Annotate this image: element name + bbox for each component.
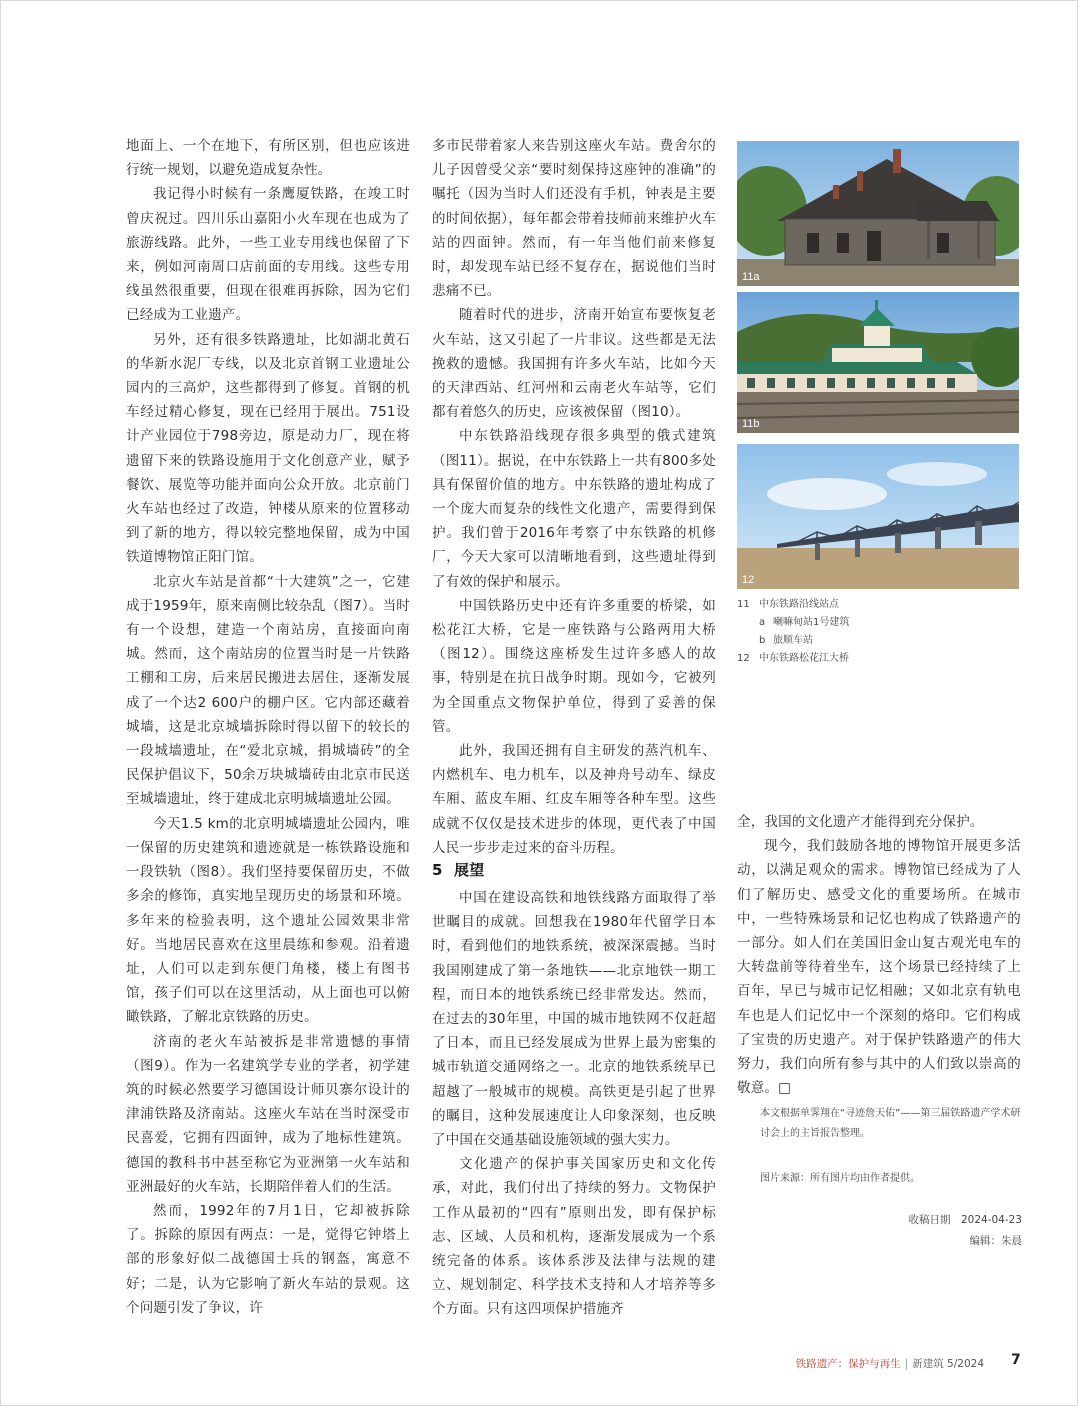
text-column-1	[126, 134, 410, 1320]
paragraph: 今天1.5 km的北京明城墙遗址公园内，唯一保留的历史建筑和遗迹就是一栋铁路设施和一段铁轨（图8）。我们坚持要保留历史，不做多余的修饰，真实地呈现历史的场景和环境。多年来的检验表明，这个遗址公园效果非常好。当地居民喜欢在这里晨练和参观。沿着遗址，人们可以走到东便门角楼，楼上有图书馆，孩子们可以在这里活动，从上面也可以俯瞰铁路，了解北京铁路的历史。	[126, 815, 410, 1026]
paragraph: 地面上、一个在地下，有所区别，但也应该进行统一规划，以避免造成复杂性。	[126, 138, 410, 179]
figure-captions	[737, 596, 1021, 668]
source-note: 本文根据单霁翔在“寻迹詹天佑”——第三届铁路遗产学术研讨会上的主旨报告整理。	[760, 1108, 1021, 1139]
text-column-3	[737, 810, 1021, 1100]
photo-tag: 12	[742, 574, 755, 586]
section-number: 5	[432, 861, 443, 879]
caption-number: 11	[737, 599, 750, 610]
paragraph: 全，我国的文化遗产才能得到充分保护。	[737, 814, 984, 830]
section-5	[432, 858, 716, 1322]
paragraph: 然而，1992年的7月1日，它却被拆除了。拆除的原因有两点：一是，觉得它钟塔上部的形象好似二战德国士兵的钢盔，寓意不好；二是，认为它影响了新火车站的景观。这个问题引发了争议，许	[126, 1202, 410, 1316]
caption-11b	[737, 632, 1021, 650]
photo-tag: 11a	[742, 271, 760, 283]
paragraph: 此外，我国还拥有自主研发的蒸汽机车、内燃机车、电力机车，以及神舟号动车、绿皮车厢、蓝皮车厢、红皮车厢等各种车型。这些成就不仅仅是技术进步的体现，更代表了中国人民一步步走过来的奋斗历程。	[432, 743, 716, 856]
photo-tag: 11b	[742, 418, 760, 430]
caption-11	[737, 596, 1021, 614]
section-title: 展望	[454, 861, 485, 879]
caption-number: 12	[737, 653, 750, 664]
photo-11b-illustration	[737, 292, 1019, 433]
caption-number: a	[759, 617, 766, 628]
caption-12	[737, 650, 1021, 668]
photo-12-illustration	[737, 444, 1019, 589]
paragraph: 我记得小时候有一条鹰厦铁路，在竣工时曾庆祝过。四川乐山嘉阳小火车现在也成为了旅游线路。此外，一些工业专用线也保留了下来，例如河南周口店前面的专用线。这些专用线虽然很重要，但现在很难再拆除，因为它们已经成为工业遗产。	[126, 186, 410, 324]
section-heading	[432, 858, 716, 882]
series-title: 铁路遗产：保护与再生	[795, 1358, 901, 1370]
caption-number: b	[759, 635, 766, 646]
caption-text: 中东铁路松花江大桥	[759, 653, 849, 664]
caption-text: 中东铁路沿线站点	[759, 599, 839, 610]
paragraph: 中国在建设高铁和地铁线路方面取得了举世瞩目的成就。回想我在1980年代留学日本时，看到他们的地铁系统，被深深震撼。当时我国刚建成了第一条地铁——北京地铁一期工程，而日本的地铁系统已经非常发达。然而，在过去的30年里，中国的城市地铁网不仅赶超了日本，而且已经发展成为世界上最为密集的城市轨道交通网络之一。北京的地铁系统早已超越了一般城市的规模。高铁更是引起了世界的瞩目，这种发展速度让人印象深刻，也反映了中国在交通基础设施领域的强大实力。	[432, 890, 716, 1149]
editor: 编辑：朱晨	[969, 1235, 1022, 1247]
running-footer	[796, 1356, 984, 1372]
image-credit: 图片来源：所有图片均由作者提供。	[760, 1173, 920, 1184]
journal-issue: 新建筑 5/2024	[912, 1358, 984, 1370]
photo-lushun-station	[737, 292, 1019, 433]
received-date: 收稿日期 2024-04-23	[908, 1214, 1022, 1226]
paragraph: 随着时代的进步，济南开始宣布要恢复老火车站，这又引起了一片非议。这些都是无法挽救的遗憾。我国拥有许多火车站，比如今天的天津西站、红河州和云南老火车站等，它们都有着悠久的历史，应该被保留（图10）。	[432, 307, 716, 421]
page-number: 7	[1011, 1352, 1021, 1368]
caption-11a	[737, 614, 1021, 632]
paragraph: 另外，还有很多铁路遗址，比如湖北黄石的华新水泥厂专线，以及北京首钢工业遗址公园内的三高炉，这些都得到了修复。首钢的机车经过精心修复，现在已经用于展出。751设计产业园位于798旁边，原是动力厂，现在将遗留下来的铁路设施用于文化创意产业，赋予餐饮、展览等功能并面向公众开放。北京前门火车站也经过了改造，钟楼从原来的位置移动到了新的地方，得以较完整地保留，成为中国铁道博物馆正阳门馆。	[126, 331, 410, 566]
paragraph: 文化遗产的保护事关国家历史和文化传承，对此，我们付出了持续的努力。文物保护工作从最初的“四有”原则出发，即有保护标志、区域、人员和机构，逐渐发展成为一个系统完备的体系。该体系涉及法律与法规的建立、规划制定、科学技术支持和人才培养等多个方面。只有这四项保护措施齐	[432, 1156, 716, 1318]
paragraph: 中国铁路历史中还有许多重要的桥梁，如松花江大桥，它是一座铁路与公路两用大桥（图12）。围绕这座桥发生过许多感人的故事，特别是在抗日战争时期。现如今，它被列为全国重点文物保护单位，得到了妥善的保管。	[432, 597, 716, 735]
paragraph: 中东铁路沿线现存很多典型的俄式建筑（图11）。据说，在中东铁路上一共有800多处具有保留价值的地方。中东铁路的遗址构成了一个庞大而复杂的线性文化遗产，需要得到保护。我们曾于2016年考察了中东铁路的机修厂，今天大家可以清晰地看到，这些遗址得到了有效的保护和展示。	[432, 428, 716, 590]
paragraph: 北京火车站是首都“十大建筑”之一，它建成于1959年，原来南侧比较杂乱（图7）。当时有一个设想，建造一个南站房，直接面向南城。然而，这个南站房的位置当时是一片铁路工棚和工房，后来居民搬进去居住，逐渐发展成了一个达2 600户的棚户区。它内部还藏着城墙，这是北京城墙拆除时得以留下的较长的一段城墙遗址，在“爱北京城，捐城墙砖”的全民保护倡议下，50余万块城墙砖由北京市民送至城墙遗址，终于建成北京明城墙遗址公园。	[126, 573, 410, 808]
text-column-2	[432, 134, 716, 860]
photo-songhua-bridge	[737, 444, 1019, 589]
photo-11a-illustration	[737, 141, 1019, 286]
photo-station-building	[737, 141, 1019, 286]
paragraph: 现今，我们鼓励各地的博物馆开展更多活动，以满足观众的需求。博物馆已经成为了人们了解历史、感受文化的重要场所。在城市中，一些特殊场景和记忆也构成了铁路遗产的一部分。如人们在美国旧金山复古观光电车的大转盘前等待着坐车，这个场景已经持续了上百年，早已与城市记忆相融；又如北京有轨电车也是人们记忆中一个深刻的烙印。它们构成了宝贵的历史遗产。对于保护铁路遗产的伟大努力，我们向所有参与其中的人们致以崇高的敬意。□	[737, 838, 1021, 1097]
paragraph: 多市民带着家人来告别这座火车站。费舍尔的儿子因曾受父亲“要时刻保持这座钟的准确”的嘱托（因为当时人们还没有手机，钟表是主要的时间依据），每年都会带着技师前来维护火车站的四面钟。然而，有一年当他们前来修复时，却发现车站已经不复存在，据说他们当时悲痛不已。	[432, 138, 716, 300]
caption-text: 喇嘛甸站1号建筑	[773, 617, 850, 628]
received-editor	[760, 1210, 1022, 1252]
caption-text: 旅顺车站	[773, 635, 813, 646]
paragraph: 济南的老火车站被拆是非常遗憾的事情（图9）。作为一名建筑学专业的学者，初学建筑的时候必然要学习德国设计师贝寨尔设计的津浦铁路及济南站。这座火车站在当时深受市民喜爱，它拥有四面钟，成为了地标性建筑。德国的教科书中甚至称它为亚洲第一火车站和亚洲最好的火车站，长期陪伴着人们的生活。	[126, 1033, 410, 1195]
footer-separator: |	[904, 1358, 909, 1370]
